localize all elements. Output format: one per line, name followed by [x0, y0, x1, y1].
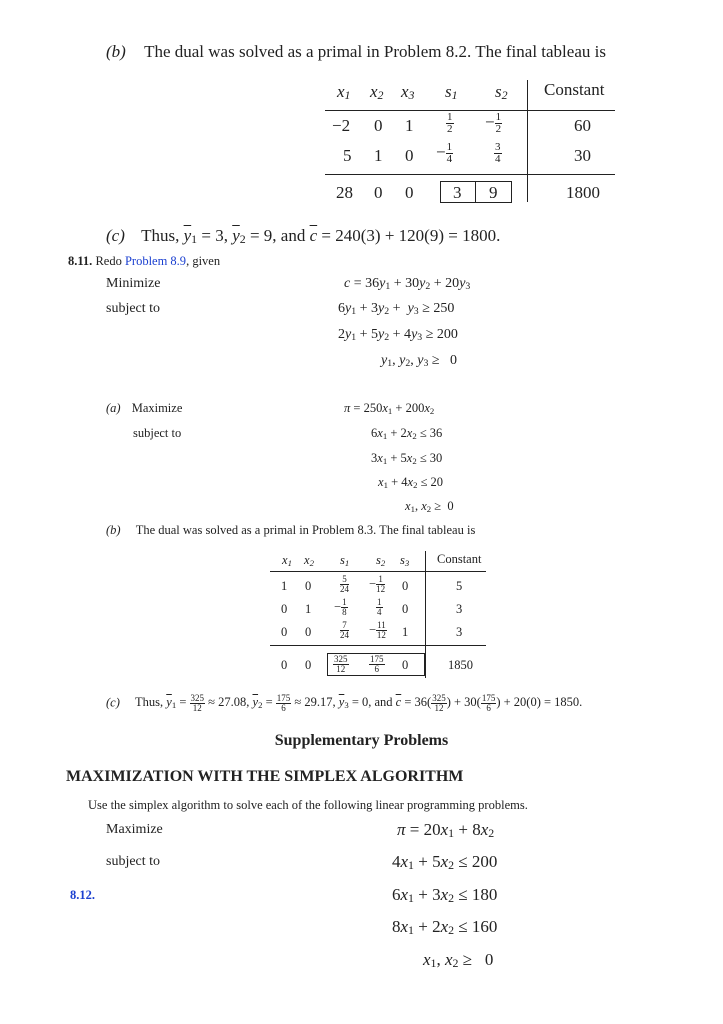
part-a2-label: (a) — [106, 401, 121, 415]
t2-r3-c1: 0 — [281, 625, 288, 639]
t2-header-rule — [270, 571, 486, 572]
t2-r1-c4: − $\frac{1}{12}$ — [369, 574, 386, 594]
part-b1 — [106, 42, 606, 62]
part-b2-text: The dual was solved as a primal in Problem 8.3. The final tableau is — [135, 523, 476, 537]
t1-b-c5: 9 — [489, 183, 498, 202]
t2-r1-c3: $\frac{5}{24}$ — [340, 574, 349, 594]
t2-header-x2: $x_2$ — [304, 553, 314, 568]
t2-vertical-rule — [425, 551, 426, 678]
t1-header-x2: $x_2$ — [370, 82, 384, 102]
problem-811-link[interactable]: Problem 8.9 — [124, 254, 187, 268]
t2-b-c1: 0 — [281, 658, 288, 672]
part-a2-objective: $\pi = 250x_1 + 200x_2$ — [344, 401, 435, 416]
problem-811-given: , given — [186, 254, 221, 268]
part-a2-constraint-3: $x_1 + 4x_2 \le 20$ — [378, 475, 444, 490]
t2-r3-c3: $\frac{7}{24}$ — [340, 620, 349, 640]
t1-header-rule — [325, 110, 615, 111]
problem-811-number: 8.11. — [68, 254, 93, 268]
t2-r3-const: 3 — [456, 625, 463, 639]
problem-811-constraint-2: $2y_1 + 5y_2 + 4y_3 \ge 200$ — [338, 327, 458, 343]
t1-b-c1: 28 — [336, 183, 353, 202]
problem-812-constraint-1: $4x_1 + 5x_2 \le 200$ — [392, 852, 498, 872]
part-a2 — [106, 401, 182, 416]
part-b2-label: (b) — [106, 523, 121, 537]
problem-811-subject-to: subject to — [106, 301, 161, 316]
supplementary-heading: Supplementary Problems — [274, 732, 449, 749]
t1-r1-c3: 1 — [405, 116, 414, 135]
t1-header-x3: $x_3$ — [401, 82, 415, 102]
t2-b-c5: 0 — [402, 658, 409, 672]
t2-b-c4: $\frac{175}{6}$ — [370, 654, 384, 674]
t1-header-s2: $s_2$ — [495, 82, 508, 102]
part-a2-maximize: Maximize — [131, 401, 183, 415]
part-c2 — [106, 694, 582, 713]
t2-r3-c5: 1 — [402, 625, 409, 639]
t1-b-c2: 0 — [374, 183, 383, 202]
part-c1-label: (c) — [106, 226, 125, 245]
problem-812-constraint-4: $x_1$, $x_2 \ge 0$ — [423, 950, 494, 970]
part-b1-label: (b) — [106, 42, 126, 61]
problem-811-minimize: Minimize — [106, 276, 161, 291]
t2-r2-c3: − $\frac{1}{8}$ — [334, 597, 347, 617]
t2-r2-c1: 0 — [281, 602, 288, 616]
problem-812-constraint-2: $6x_1 + 3x_2 \le 180$ — [392, 885, 498, 905]
part-c2-label: (c) — [106, 695, 120, 710]
t2-r3-c4: − $\frac{11}{12}$ — [369, 620, 386, 640]
part-b1-text: The dual was solved as a primal in Problem 8.2. The final tableau is — [144, 42, 606, 61]
t1-b-const: 1800 — [566, 183, 600, 202]
problem-812-number[interactable]: 8.12. — [70, 888, 95, 902]
t2-b-c2: 0 — [305, 658, 312, 672]
t2-header-s3: $s_3$ — [400, 553, 410, 568]
tableau-2 — [270, 551, 500, 681]
t1-r1-const: 60 — [574, 116, 591, 135]
t1-header-s1: $s_1$ — [445, 82, 458, 102]
t1-r2-c4: − $\frac{1}{4}$ — [436, 141, 453, 165]
t2-r2-const: 3 — [456, 602, 463, 616]
part-a2-constraint-2: $3x_1 + 5x_2 \le 30$ — [371, 451, 443, 466]
problem-811-objective: $c = 36y_1 + 30y_2 + 20y_3$ — [344, 276, 471, 292]
problem-812-objective: $\pi = 20x_1 + 8x_2$ — [397, 820, 495, 840]
t2-r2-c2: 1 — [305, 602, 312, 616]
t1-b-c3: 0 — [405, 183, 414, 202]
part-c2-text: Thus, $\overline{y}_1$ = $\frac{325}{12}$ ≈ 27.08, $\overline{y}_2$ = $\frac{175}{6}$ ≈ 29.17, $\overline{y}_3 = 0$, and $\overline{c} = 36$( $\frac{325}{12}$ ) + 30( $\frac{175}{6}$ ) + 20(0) = 1850. — [135, 693, 583, 713]
t2-r3-c2: 0 — [305, 625, 312, 639]
t1-r2-c1: 5 — [343, 146, 352, 165]
t1-r1-c1: −2 — [332, 116, 351, 135]
section-intro: Use the simplex algorithm to solve each of the following linear programming problems. — [88, 798, 528, 812]
t2-header-constant: Constant — [437, 552, 482, 566]
part-a2-subject-to: subject to — [133, 426, 182, 440]
t1-r1-c5: − $\frac{1}{2}$ — [485, 111, 502, 135]
t1-bottom-rule — [325, 174, 615, 175]
problem-812-maximize: Maximize — [106, 822, 163, 837]
t2-r1-const: 5 — [456, 579, 463, 593]
tableau-1 — [325, 80, 625, 210]
problem-811-constraint-1: $6y_1 + 3y_2 + y_3 \ge 250$ — [338, 301, 455, 317]
t2-r2-c4: $\frac{1}{4}$ — [377, 597, 382, 617]
t2-header-s2: $s_2$ — [376, 553, 386, 568]
part-c1 — [106, 226, 500, 247]
t2-b-const: 1850 — [448, 658, 473, 672]
t1-vertical-rule — [527, 80, 528, 202]
t2-r2-c5: 0 — [402, 602, 409, 616]
t2-r1-c1: 1 — [281, 579, 288, 593]
t1-r2-c5: $\frac{3}{4}$ — [495, 141, 501, 165]
t1-header-x1: $x_1$ — [337, 82, 351, 102]
t1-b-box-divider — [475, 181, 476, 202]
section-heading: MAXIMIZATION WITH THE SIMPLEX ALGORITHM — [66, 768, 464, 785]
problem-812-constraint-3: $8x_1 + 2x_2 \le 160$ — [392, 917, 498, 937]
t1-b-c4: 3 — [453, 183, 462, 202]
t2-bottom-rule — [270, 645, 486, 646]
t2-header-x1: $x_1$ — [282, 553, 292, 568]
t1-r1-c4: $\frac{1}{2}$ — [447, 111, 453, 135]
part-b2 — [106, 523, 475, 538]
problem-812-subject-to: subject to — [106, 854, 161, 869]
part-c1-text: Thus, $\overline{y}_1 = 3$, $\overline{y}_2 = 9$, and $\overline{c} = 240(3) + 120(9) = 1800$. — [141, 226, 501, 246]
t1-r1-c2: 0 — [374, 116, 383, 135]
t1-b-box — [440, 181, 512, 203]
t1-header-constant: Constant — [544, 80, 605, 99]
problem-811-redo: Redo — [95, 254, 122, 268]
part-a2-constraint-1: $6x_1 + 2x_2 \le 36$ — [371, 426, 443, 441]
t1-r2-c3: 0 — [405, 146, 414, 165]
t2-r1-c5: 0 — [402, 579, 409, 593]
t2-r1-c2: 0 — [305, 579, 312, 593]
t2-b-c3: $\frac{325}{12}$ — [334, 654, 348, 674]
part-a2-constraint-4: $x_1$, $x_2 \ge 0$ — [405, 499, 454, 514]
t2-header-s1: $s_1$ — [340, 553, 350, 568]
t1-r2-const: 30 — [574, 146, 591, 165]
problem-811-constraint-3: $y_1$, $y_2$, $y_3 \ge 0$ — [381, 353, 458, 369]
problem-811-header — [68, 254, 220, 269]
t1-r2-c2: 1 — [374, 146, 383, 165]
